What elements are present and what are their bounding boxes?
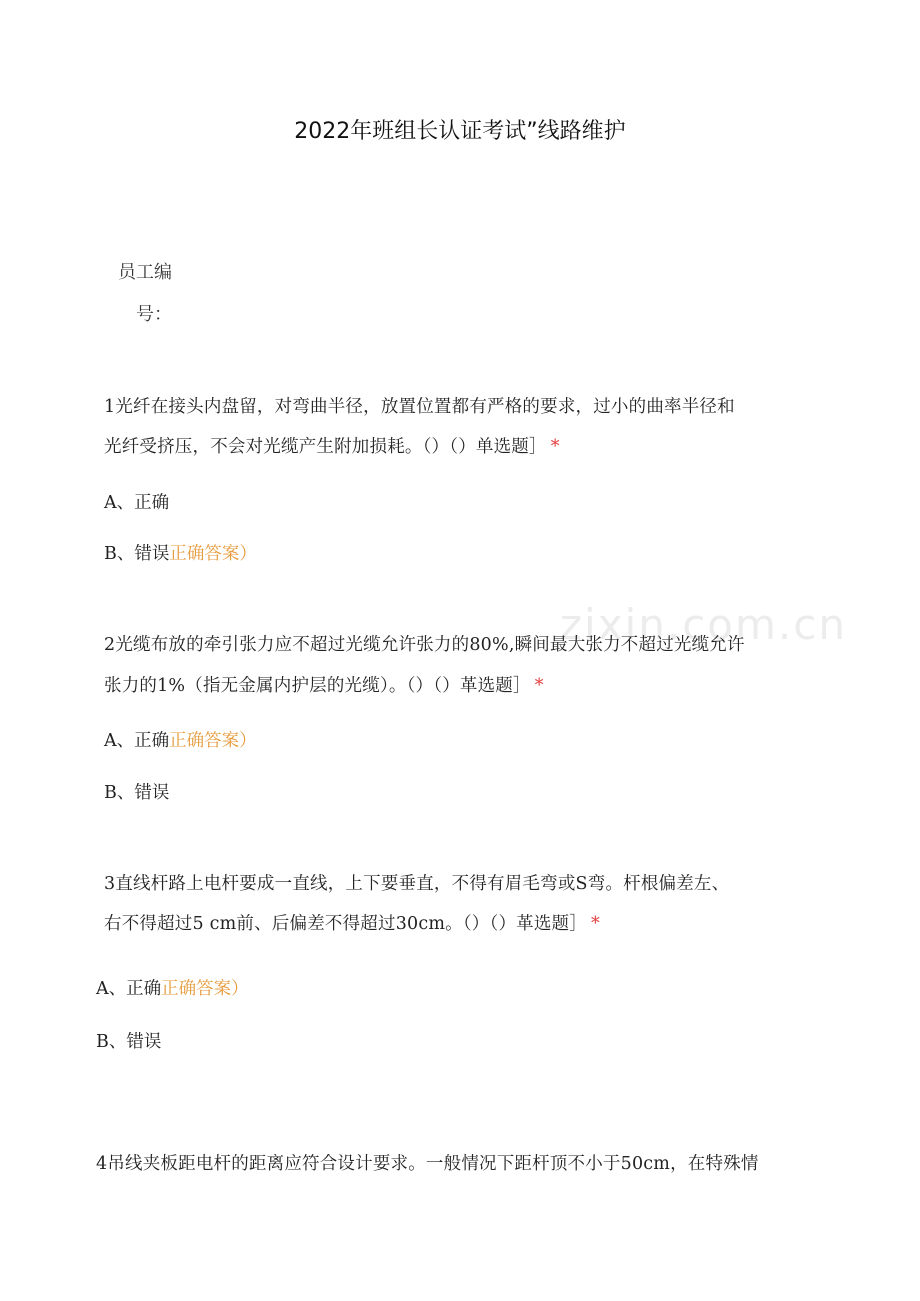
watermark: zixin.com.cn bbox=[560, 600, 847, 649]
question-text-line: 2光缆布放的牵引张力应不超过光缆允许张力的80%,瞬间最大张力不超过光缆允许 bbox=[104, 635, 745, 655]
question-text-line: 右不得超过5 cm前、后偏差不得超过30cm。（）（）革选题］ * bbox=[104, 914, 600, 934]
question-text-line: 4吊线夹板距电杆的距离应符合设计要求。一般情况下距杆顶不小于50cm，在特殊情 bbox=[96, 1154, 759, 1174]
question-text-line: 张力的1%（指无金属内护层的光缆）。（）（）革选题］ * bbox=[104, 676, 544, 696]
option-b[interactable]: B、错误正确答案） bbox=[104, 544, 257, 564]
required-mark: * bbox=[590, 914, 600, 934]
required-mark: * bbox=[534, 676, 544, 696]
option-a[interactable]: A、正确正确答案） bbox=[104, 731, 257, 751]
option-b[interactable]: B、错误 bbox=[104, 783, 170, 803]
correct-answer-tag: 正确答案） bbox=[169, 731, 257, 751]
option-a[interactable]: A、正确 bbox=[104, 493, 170, 513]
option-a[interactable]: A、正确正确答案） bbox=[96, 979, 249, 999]
question-text-line: 1光纤在接头内盘留，对弯曲半径，放置位置都有严格的要求，过小的曲率半径和 bbox=[104, 397, 735, 417]
correct-answer-tag: 正确答案） bbox=[169, 544, 257, 564]
correct-answer-tag: 正确答案） bbox=[161, 979, 249, 999]
page-title: 2022年班组长认证考试”线路维护 bbox=[294, 119, 626, 144]
option-b[interactable]: B、错误 bbox=[96, 1032, 162, 1052]
required-mark: * bbox=[550, 437, 560, 457]
employee-id-label-line2: 号： bbox=[136, 304, 172, 325]
question-text-line: 光纤受挤压，不会对光缆产生附加损耗。（）（）单选题］ * bbox=[104, 437, 560, 457]
employee-id-label-line1: 员工编 bbox=[118, 262, 172, 283]
question-text-line: 3直线杆路上电杆要成一直线，上下要垂直，不得有眉毛弯或S弯。杆根偏差左、 bbox=[104, 874, 730, 894]
